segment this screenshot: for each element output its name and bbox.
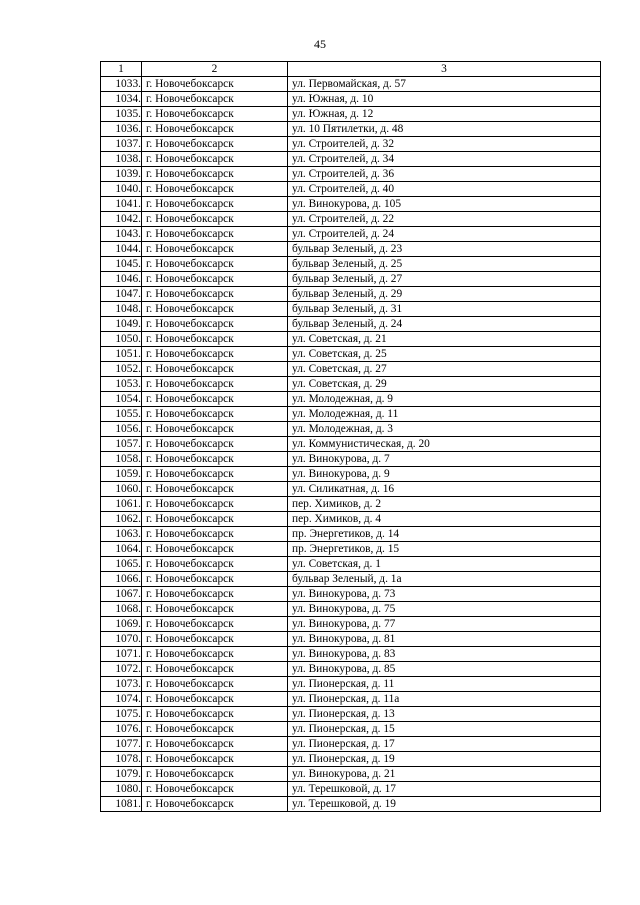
city-cell: г. Новочебоксарск bbox=[142, 662, 288, 677]
row-number-cell: 1061. bbox=[101, 497, 142, 512]
city-cell: г. Новочебоксарск bbox=[142, 302, 288, 317]
row-number-cell: 1070. bbox=[101, 632, 142, 647]
row-number-cell: 1064. bbox=[101, 542, 142, 557]
address-table bbox=[100, 61, 601, 812]
address-cell: ул. Южная, д. 12 bbox=[288, 107, 601, 122]
row-number-cell: 1074. bbox=[101, 692, 142, 707]
city-cell: г. Новочебоксарск bbox=[142, 482, 288, 497]
row-number-cell: 1069. bbox=[101, 617, 142, 632]
table-row bbox=[101, 482, 601, 497]
row-number-cell: 1065. bbox=[101, 557, 142, 572]
city-cell: г. Новочебоксарск bbox=[142, 542, 288, 557]
address-cell: ул. Строителей, д. 40 bbox=[288, 182, 601, 197]
row-number-cell: 1048. bbox=[101, 302, 142, 317]
city-cell: г. Новочебоксарск bbox=[142, 497, 288, 512]
table-row bbox=[101, 107, 601, 122]
row-number-cell: 1057. bbox=[101, 437, 142, 452]
city-cell: г. Новочебоксарск bbox=[142, 242, 288, 257]
row-number-cell: 1042. bbox=[101, 212, 142, 227]
row-number-cell: 1034. bbox=[101, 92, 142, 107]
table-row bbox=[101, 782, 601, 797]
table-row bbox=[101, 677, 601, 692]
table-row bbox=[101, 632, 601, 647]
row-number-cell: 1036. bbox=[101, 122, 142, 137]
city-cell: г. Новочебоксарск bbox=[142, 467, 288, 482]
row-number-cell: 1035. bbox=[101, 107, 142, 122]
table-row bbox=[101, 737, 601, 752]
city-cell: г. Новочебоксарск bbox=[142, 692, 288, 707]
city-cell: г. Новочебоксарск bbox=[142, 227, 288, 242]
city-cell: г. Новочебоксарск bbox=[142, 407, 288, 422]
address-cell: ул. Пионерская, д. 19 bbox=[288, 752, 601, 767]
row-number-cell: 1063. bbox=[101, 527, 142, 542]
row-number-cell: 1060. bbox=[101, 482, 142, 497]
city-cell: г. Новочебоксарск bbox=[142, 392, 288, 407]
address-cell: пер. Химиков, д. 4 bbox=[288, 512, 601, 527]
row-number-cell: 1080. bbox=[101, 782, 142, 797]
row-number-cell: 1044. bbox=[101, 242, 142, 257]
table-row bbox=[101, 437, 601, 452]
address-cell: ул. Молодежная, д. 11 bbox=[288, 407, 601, 422]
column-header-2: 2 bbox=[142, 62, 288, 77]
city-cell: г. Новочебоксарск bbox=[142, 287, 288, 302]
city-cell: г. Новочебоксарск bbox=[142, 632, 288, 647]
row-number-cell: 1052. bbox=[101, 362, 142, 377]
address-cell: пер. Химиков, д. 2 bbox=[288, 497, 601, 512]
city-cell: г. Новочебоксарск bbox=[142, 767, 288, 782]
address-cell: бульвар Зеленый, д. 1а bbox=[288, 572, 601, 587]
city-cell: г. Новочебоксарск bbox=[142, 527, 288, 542]
address-cell: ул. Терешковой, д. 17 bbox=[288, 782, 601, 797]
table-row bbox=[101, 152, 601, 167]
address-cell: ул. Силикатная, д. 16 bbox=[288, 482, 601, 497]
row-number-cell: 1038. bbox=[101, 152, 142, 167]
address-cell: пр. Энергетиков, д. 14 bbox=[288, 527, 601, 542]
address-cell: ул. Винокурова, д. 77 bbox=[288, 617, 601, 632]
city-cell: г. Новочебоксарск bbox=[142, 752, 288, 767]
table-row bbox=[101, 287, 601, 302]
table-row bbox=[101, 332, 601, 347]
row-number-cell: 1055. bbox=[101, 407, 142, 422]
row-number-cell: 1081. bbox=[101, 797, 142, 812]
row-number-cell: 1037. bbox=[101, 137, 142, 152]
row-number-cell: 1067. bbox=[101, 587, 142, 602]
address-cell: бульвар Зеленый, д. 27 bbox=[288, 272, 601, 287]
city-cell: г. Новочебоксарск bbox=[142, 437, 288, 452]
address-cell: ул. Винокурова, д. 75 bbox=[288, 602, 601, 617]
address-cell: ул. Пионерская, д. 11а bbox=[288, 692, 601, 707]
address-cell: ул. Винокурова, д. 9 bbox=[288, 467, 601, 482]
table-row bbox=[101, 512, 601, 527]
row-number-cell: 1045. bbox=[101, 257, 142, 272]
address-cell: ул. Южная, д. 10 bbox=[288, 92, 601, 107]
table-row bbox=[101, 767, 601, 782]
row-number-cell: 1073. bbox=[101, 677, 142, 692]
city-cell: г. Новочебоксарск bbox=[142, 317, 288, 332]
row-number-cell: 1050. bbox=[101, 332, 142, 347]
address-cell: ул. Строителей, д. 24 bbox=[288, 227, 601, 242]
row-number-cell: 1041. bbox=[101, 197, 142, 212]
table-row bbox=[101, 572, 601, 587]
row-number-cell: 1077. bbox=[101, 737, 142, 752]
row-number-cell: 1051. bbox=[101, 347, 142, 362]
city-cell: г. Новочебоксарск bbox=[142, 362, 288, 377]
address-cell: ул. Винокурова, д. 81 bbox=[288, 632, 601, 647]
city-cell: г. Новочебоксарск bbox=[142, 452, 288, 467]
address-cell: ул. Пионерская, д. 13 bbox=[288, 707, 601, 722]
row-number-cell: 1043. bbox=[101, 227, 142, 242]
row-number-cell: 1072. bbox=[101, 662, 142, 677]
row-number-cell: 1056. bbox=[101, 422, 142, 437]
address-cell: ул. Пионерская, д. 17 bbox=[288, 737, 601, 752]
table-header-row bbox=[101, 62, 601, 77]
row-number-cell: 1047. bbox=[101, 287, 142, 302]
city-cell: г. Новочебоксарск bbox=[142, 377, 288, 392]
row-number-cell: 1078. bbox=[101, 752, 142, 767]
city-cell: г. Новочебоксарск bbox=[142, 212, 288, 227]
city-cell: г. Новочебоксарск bbox=[142, 422, 288, 437]
table-row bbox=[101, 167, 601, 182]
column-header-3: 3 bbox=[288, 62, 601, 77]
row-number-cell: 1046. bbox=[101, 272, 142, 287]
table-row bbox=[101, 752, 601, 767]
city-cell: г. Новочебоксарск bbox=[142, 707, 288, 722]
table-row bbox=[101, 302, 601, 317]
table-row bbox=[101, 92, 601, 107]
address-cell: ул. Пионерская, д. 15 bbox=[288, 722, 601, 737]
address-cell: бульвар Зеленый, д. 23 bbox=[288, 242, 601, 257]
city-cell: г. Новочебоксарск bbox=[142, 347, 288, 362]
table-row bbox=[101, 347, 601, 362]
table-row bbox=[101, 707, 601, 722]
table-row bbox=[101, 602, 601, 617]
row-number-cell: 1059. bbox=[101, 467, 142, 482]
address-cell: ул. Строителей, д. 32 bbox=[288, 137, 601, 152]
city-cell: г. Новочебоксарск bbox=[142, 797, 288, 812]
table-row bbox=[101, 422, 601, 437]
row-number-cell: 1053. bbox=[101, 377, 142, 392]
row-number-cell: 1062. bbox=[101, 512, 142, 527]
table-row bbox=[101, 197, 601, 212]
city-cell: г. Новочебоксарск bbox=[142, 152, 288, 167]
row-number-cell: 1076. bbox=[101, 722, 142, 737]
address-cell: ул. Молодежная, д. 3 bbox=[288, 422, 601, 437]
address-cell: ул. 10 Пятилетки, д. 48 bbox=[288, 122, 601, 137]
table-row bbox=[101, 407, 601, 422]
table-row bbox=[101, 722, 601, 737]
address-cell: ул. Строителей, д. 34 bbox=[288, 152, 601, 167]
address-cell: бульвар Зеленый, д. 25 bbox=[288, 257, 601, 272]
row-number-cell: 1079. bbox=[101, 767, 142, 782]
row-number-cell: 1058. bbox=[101, 452, 142, 467]
row-number-cell: 1040. bbox=[101, 182, 142, 197]
city-cell: г. Новочебоксарск bbox=[142, 182, 288, 197]
row-number-cell: 1068. bbox=[101, 602, 142, 617]
column-header-1: 1 bbox=[101, 62, 142, 77]
table-row bbox=[101, 797, 601, 812]
address-cell: пр. Энергетиков, д. 15 bbox=[288, 542, 601, 557]
page-number: 45 bbox=[314, 37, 326, 51]
address-cell: ул. Винокурова, д. 105 bbox=[288, 197, 601, 212]
address-cell: ул. Советская, д. 27 bbox=[288, 362, 601, 377]
address-cell: ул. Молодежная, д. 9 bbox=[288, 392, 601, 407]
address-cell: ул. Советская, д. 21 bbox=[288, 332, 601, 347]
city-cell: г. Новочебоксарск bbox=[142, 167, 288, 182]
city-cell: г. Новочебоксарск bbox=[142, 122, 288, 137]
city-cell: г. Новочебоксарск bbox=[142, 722, 288, 737]
city-cell: г. Новочебоксарск bbox=[142, 107, 288, 122]
row-number-cell: 1049. bbox=[101, 317, 142, 332]
city-cell: г. Новочебоксарск bbox=[142, 512, 288, 527]
address-cell: ул. Первомайская, д. 57 bbox=[288, 77, 601, 92]
city-cell: г. Новочебоксарск bbox=[142, 77, 288, 92]
row-number-cell: 1054. bbox=[101, 392, 142, 407]
table-row bbox=[101, 692, 601, 707]
address-cell: ул. Винокурова, д. 85 bbox=[288, 662, 601, 677]
table-row bbox=[101, 527, 601, 542]
city-cell: г. Новочебоксарск bbox=[142, 602, 288, 617]
table-row bbox=[101, 362, 601, 377]
address-cell: ул. Пионерская, д. 11 bbox=[288, 677, 601, 692]
city-cell: г. Новочебоксарск bbox=[142, 737, 288, 752]
city-cell: г. Новочебоксарск bbox=[142, 332, 288, 347]
row-number-cell: 1071. bbox=[101, 647, 142, 662]
city-cell: г. Новочебоксарск bbox=[142, 197, 288, 212]
address-cell: бульвар Зеленый, д. 24 bbox=[288, 317, 601, 332]
city-cell: г. Новочебоксарск bbox=[142, 647, 288, 662]
table-row bbox=[101, 497, 601, 512]
city-cell: г. Новочебоксарск bbox=[142, 557, 288, 572]
city-cell: г. Новочебоксарск bbox=[142, 587, 288, 602]
row-number-cell: 1039. bbox=[101, 167, 142, 182]
address-cell: бульвар Зеленый, д. 29 bbox=[288, 287, 601, 302]
table-row bbox=[101, 617, 601, 632]
address-cell: ул. Коммунистическая, д. 20 bbox=[288, 437, 601, 452]
table-row bbox=[101, 557, 601, 572]
city-cell: г. Новочебоксарск bbox=[142, 92, 288, 107]
row-number-cell: 1033. bbox=[101, 77, 142, 92]
city-cell: г. Новочебоксарск bbox=[142, 617, 288, 632]
city-cell: г. Новочебоксарск bbox=[142, 677, 288, 692]
address-cell: ул. Винокурова, д. 83 bbox=[288, 647, 601, 662]
table-row bbox=[101, 182, 601, 197]
address-cell: ул. Винокурова, д. 7 bbox=[288, 452, 601, 467]
address-cell: ул. Винокурова, д. 73 bbox=[288, 587, 601, 602]
row-number-cell: 1066. bbox=[101, 572, 142, 587]
city-cell: г. Новочебоксарск bbox=[142, 257, 288, 272]
address-cell: ул. Советская, д. 29 bbox=[288, 377, 601, 392]
table-row bbox=[101, 242, 601, 257]
address-cell: бульвар Зеленый, д. 31 bbox=[288, 302, 601, 317]
table-row bbox=[101, 392, 601, 407]
table-row bbox=[101, 452, 601, 467]
address-cell: ул. Строителей, д. 36 bbox=[288, 167, 601, 182]
table-row bbox=[101, 257, 601, 272]
city-cell: г. Новочебоксарск bbox=[142, 137, 288, 152]
table-row bbox=[101, 647, 601, 662]
table-row bbox=[101, 377, 601, 392]
city-cell: г. Новочебоксарск bbox=[142, 782, 288, 797]
address-cell: ул. Строителей, д. 22 bbox=[288, 212, 601, 227]
table-row bbox=[101, 317, 601, 332]
address-cell: ул. Советская, д. 25 bbox=[288, 347, 601, 362]
address-cell: ул. Советская, д. 1 bbox=[288, 557, 601, 572]
table-row bbox=[101, 122, 601, 137]
city-cell: г. Новочебоксарск bbox=[142, 572, 288, 587]
table-row bbox=[101, 272, 601, 287]
address-cell: ул. Терешковой, д. 19 bbox=[288, 797, 601, 812]
address-cell: ул. Винокурова, д. 21 bbox=[288, 767, 601, 782]
table-row bbox=[101, 227, 601, 242]
table-row bbox=[101, 542, 601, 557]
city-cell: г. Новочебоксарск bbox=[142, 272, 288, 287]
table-row bbox=[101, 662, 601, 677]
table-row bbox=[101, 467, 601, 482]
row-number-cell: 1075. bbox=[101, 707, 142, 722]
table-row bbox=[101, 587, 601, 602]
table-row bbox=[101, 137, 601, 152]
table-row bbox=[101, 212, 601, 227]
table-row bbox=[101, 77, 601, 92]
